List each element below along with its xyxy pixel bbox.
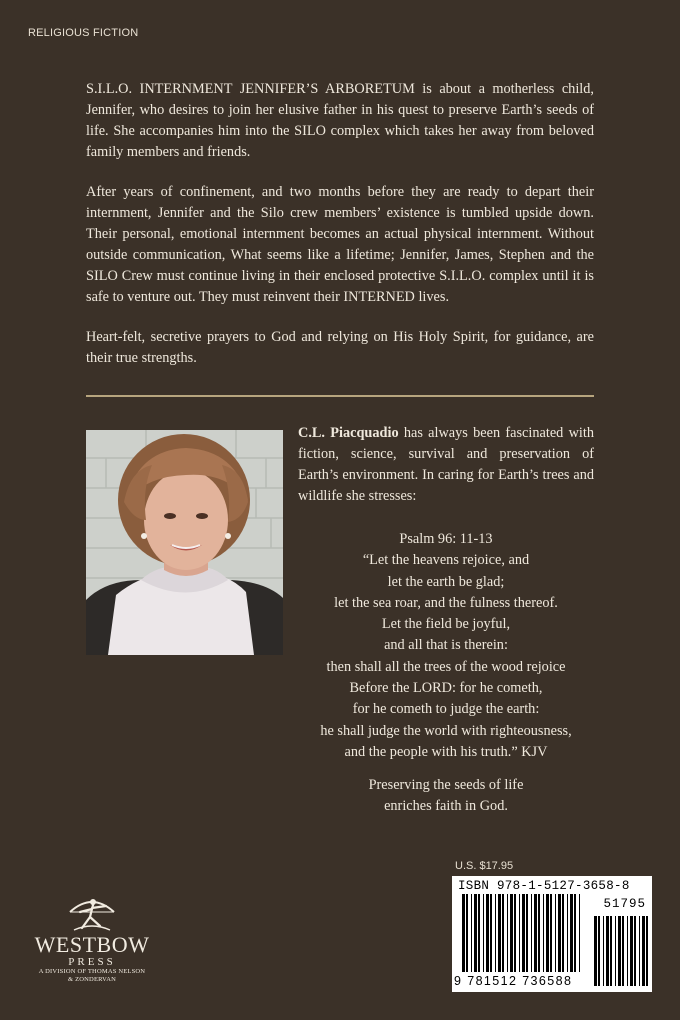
psalm-line: then shall all the trees of the wood rejoice bbox=[326, 658, 566, 675]
blurb-paragraph-2: After years of confinement, and two months before they are ready to depart their internment, Jennifer and the Silo crew members’ existence is tumbled upside down. Their personal, emotional internment becomes an actual physical internment. Without outside communication, What seems like a lifetime; Jennifer, James, Stephen and the SILO Crew must continue living in their enclosed protective S.I.L.O. complex until it is safe to venture out. They must reinvent their INTERNED lives. bbox=[86, 184, 594, 305]
divider-rule bbox=[86, 395, 594, 397]
author-bio-text: has always been fascinated with fiction, science, survival and preservation of Earth’s environment. In caring for Earth’s trees and wildlife she stresses: bbox=[298, 425, 595, 504]
publisher-division: & ZONDERVAN bbox=[68, 976, 116, 983]
archer-icon bbox=[62, 890, 122, 932]
blurb-paragraph-1: S.I.L.O. INTERNMENT JENNIFER’S ARBORETUM is about a motherless child, Jennifer, who desires to join her elusive father in his quest to preserve Earth’s seeds of life. She accompanies him into the SILO complex which takes her away from beloved family members and friends. bbox=[86, 81, 594, 160]
author-photo bbox=[86, 430, 283, 655]
psalm-line: Let the field be joyful, bbox=[381, 616, 511, 633]
psalm-line: for he cometh to judge the earth: bbox=[352, 701, 540, 718]
publisher-press: PRESS bbox=[68, 956, 116, 968]
psalm-line: and the people with his truth.” KJV bbox=[344, 743, 548, 760]
author-name: C.L. Piacquadio bbox=[298, 425, 399, 441]
publisher-logo bbox=[22, 890, 162, 1000]
closing-line: enriches faith in God. bbox=[384, 798, 508, 814]
genre-label: RELIGIOUS FICTION bbox=[28, 27, 139, 39]
closing-line: Preserving the seeds of life bbox=[368, 777, 524, 793]
publisher-name: WESTBOW bbox=[34, 932, 150, 957]
psalm-line: and all that is therein: bbox=[384, 637, 508, 654]
psalm-line: let the earth be glad; bbox=[387, 573, 505, 590]
psalm-line: he shall judge the world with righteousness, bbox=[320, 722, 572, 739]
price-label: U.S. $17.95 bbox=[455, 860, 514, 872]
psalm-line: “Let the heavens rejoice, and bbox=[362, 552, 530, 569]
blurb-paragraph-3: Heart-felt, secretive prayers to God and relying on His Holy Spirit, for guidance, are their true strengths. bbox=[86, 329, 594, 366]
psalm-line: let the sea roar, and the fulness thereof. bbox=[334, 594, 558, 611]
isbn-number: ISBN 978-1-5127-3658-8 bbox=[458, 879, 630, 893]
publisher-division: A DIVISION OF THOMAS NELSON bbox=[38, 968, 146, 975]
psalm-line: Before the LORD: for he cometh, bbox=[349, 680, 543, 697]
price-code: 51795 bbox=[603, 897, 646, 911]
author-bio bbox=[298, 423, 594, 507]
barcode-digits: 9 781512 736588 bbox=[454, 974, 573, 988]
closing-statement bbox=[298, 775, 594, 817]
isbn-barcode bbox=[452, 876, 652, 992]
psalm-line: Psalm 96: 11-13 bbox=[399, 531, 493, 547]
psalm-quote bbox=[298, 529, 594, 763]
